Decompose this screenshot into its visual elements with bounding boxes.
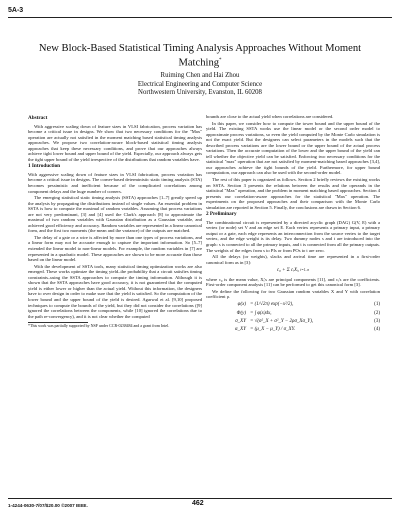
intro-paragraph-3: The delay of a gate or a wire is affected by more than one types of process variations, and a linear form may not be accurate enough to capture the important information. So [5–7] extended the linear model to non-linear models. For example, the random variables in [7] are represented in a quadratic model. These approaches are shown to be more accurate than those based on the linear model. [28, 234, 202, 263]
right-column [206, 114, 380, 335]
equation-rhs: = (1/√2π) exp(−x²/2), [250, 302, 294, 308]
equation-lhs: φ(x) [237, 302, 246, 308]
equation-index: i=1..n [300, 268, 310, 273]
canonical-form-equation [206, 268, 380, 274]
abstract-text: With aggressive scaling down of feature sizes in VLSI fabrication, process variation has become a critical issue in designs. We show that two necessary conditions for the "Max" operation are actually not satisfied in the moment matching based statistical timing analysis approaches. We propose two correlation-aware block-based statistical timing analysis approaches that keep these necessary conditions, and prove that our approaches always achieve tight lower bound and upper bound of the yield. Especially, our approach always gets the tight upper bound of the yield irrespective of the distributions that random variables have. [28, 123, 202, 162]
equation-number: (4) [374, 326, 380, 332]
equation-rhs: = ∫ φ(x)dx, [250, 310, 272, 316]
equation-number: (2) [374, 310, 380, 316]
equation-row [206, 319, 380, 325]
prelim-paragraph-2: All the delays (or weights), slacks and arrival time are represented in a first-order canonical form as in [3]: [206, 254, 380, 265]
equation-lhs: Φ(y) [236, 310, 246, 316]
session-label: 5A-3 [8, 7, 24, 14]
intro-paragraph-2: The emerging statistical static timing analysis (SSTA) approaches [1–7] greatly speed up the analysis by propagating the distributions instead of single values. An essential problem in SSTA is how to compute the maximal of random variables. Assuming that process variations are not very predominant, [3] and [4] used the Clark's approach [8] to approximate the maximal of two random variables with Gaussian distribution as a Gaussian variable, and achieved good efficiency and accuracy. Random variables are represented in a linear canonical form, and the first two moments (the mean and the variance) of the outputs are matched. [28, 195, 202, 234]
equation-number: (3) [374, 318, 380, 324]
right-paragraph-1: bounds are close to the actual yield when correlations are considered. [206, 114, 334, 119]
prelim-paragraph-3: where c₀ is the mean value, Xᵢ's are principal components [11], and cᵢ's are the coefficients. First-order component analysis [11] can be performed to get this canonical form [3]. [206, 276, 380, 288]
equation-row [206, 327, 380, 333]
equation-row [206, 311, 380, 317]
right-paragraph-2: In this paper, we consider how to compute the tower bound and the upper bound of the yield. The existing SSTA works use the linear model or the second order model to approximate process variations, so even the yield computed by the Monte Carlo simulation is not the exact yield. But the designers can select parameters in the models such that the described process variations are the lower bound or the upper bound of the actual process variations. Then the accurate computation of the lower and the upper bound of the yield can tell whether the objective yield can be satisfied. Enforcing two necessary conditions for the statistical "max" operation that are not satisfied by moment-matching based approaches [3,4], our approaches achieve the tight bounds of the yield. Furthermore, for upper bound computation, our approach can also be used with the second-order model. [206, 120, 380, 176]
footer-isbn: 1-4244-0630-7/07/$20.00 ©2007 IEEE. [8, 503, 88, 508]
preliminary-heading: 2 Preliminary [206, 211, 237, 218]
author-department: Electrical Engineering and Computer Science [137, 80, 263, 88]
abstract-heading: Abstract [28, 115, 48, 121]
right-paragraph-3: The rest of this paper is organized as follows. Section 2 briefly reviews the existing works on SSTA. Section 3 presents the relations between the results and the operands in the statistical "Max" operation, and the problem in moment matching based approaches. Section 4 presents our correlation-aware approaches for the statistical "Max" operation. The experiments on the proposed approaches and their comparison with the Monte Carlo simulation are reported in Section 5. Finally, the conclusions are drawn in Section 6. [206, 177, 380, 210]
intro-paragraph-4: With the development of SSTA tools, many statistical timing optimization works are also emerged. These works optimize the timing yield–the probability that a circuit satisfies timing constraints–using the SSTA approaches to compute the timing information. Although it is shown that the SSTA approaches have good accuracy, it is not guaranteed that the computed yield is either lower or higher than the actual yield. Without this information, the designers have to over design in order to make sure that the yield is satisfied. So the computation of the lower bound and the upper bound of the yield is desired. Agarwal et al. [9,10] proposed techniques to compute the bounds of the yield, but they did not consider the correlations ([9] ignored the correlations between the components, while [10] ignored the correlations due to the path re-convergency), and it is not clear whether the computed [28, 263, 202, 319]
author-institution: Northwestern University, Evanston, IL 60208 [138, 89, 262, 97]
page-number: 462 [192, 500, 204, 507]
equation-number: (1) [374, 302, 380, 308]
footer-rule [8, 498, 392, 499]
left-column [28, 114, 202, 329]
prelim-paragraph-4: We define the following for two Gaussian random variables X and Y with correlation coefficient ρ. [206, 288, 380, 300]
equation-lhs: α_XY [235, 326, 246, 332]
prelim-paragraph-1: The combinational circuit is represented by a directed acyclic graph (DAG) G(V, E) with a vertex (or node) set V and an edge set E. Each vertex represents a primary input, a primary output or a gate, each edge represents an interconnection from the source vertex to the target vertex, and the edge weight is its delay. Two dummy nodes s and t are introduced into the graph: s is connected to all the primary inputs, and t is connected from all the primary outputs. The weights of the edges from s to PIs or from POs to t are zero. [206, 219, 380, 253]
intro-paragraph-1: With aggressive scaling down of feature sizes in VLSI fabrication, process variation has become a critical issue in designs. The corner-based deterministic static timing analysis (STA) becomes pessimistic and inefficient because of the complicated correlations among component delays and the huge number of corners. [28, 171, 202, 194]
equation-rhs: = √(σ²_X + σ²_Y − 2ρσ_Xσ_Y), [250, 318, 314, 324]
footnote: *This work was partially supported by NSF under CCR-0238484 and a grant from Intel. [28, 323, 170, 329]
equation-body: c₀ + Σ cᵢXᵢ, [276, 268, 300, 274]
equation-rhs: = (μ_X − μ_Y) / σ_XY. [250, 326, 296, 332]
title-line-1: New Block-Based Statistical Timing Analysis Approaches Without Moment [38, 43, 362, 54]
author-block [20, 72, 380, 98]
title-footnote-mark: * [219, 58, 222, 63]
header-rule [8, 17, 392, 18]
equation-row [206, 302, 380, 308]
equation-block [206, 302, 380, 332]
paper-title [20, 43, 380, 70]
title-line-2: Matching* [178, 57, 222, 69]
author-names: Ruiming Chen and Hai Zhou [160, 72, 240, 79]
equation-lhs: σ_XY [235, 318, 246, 324]
introduction-heading: 1 Introduction [28, 163, 61, 170]
